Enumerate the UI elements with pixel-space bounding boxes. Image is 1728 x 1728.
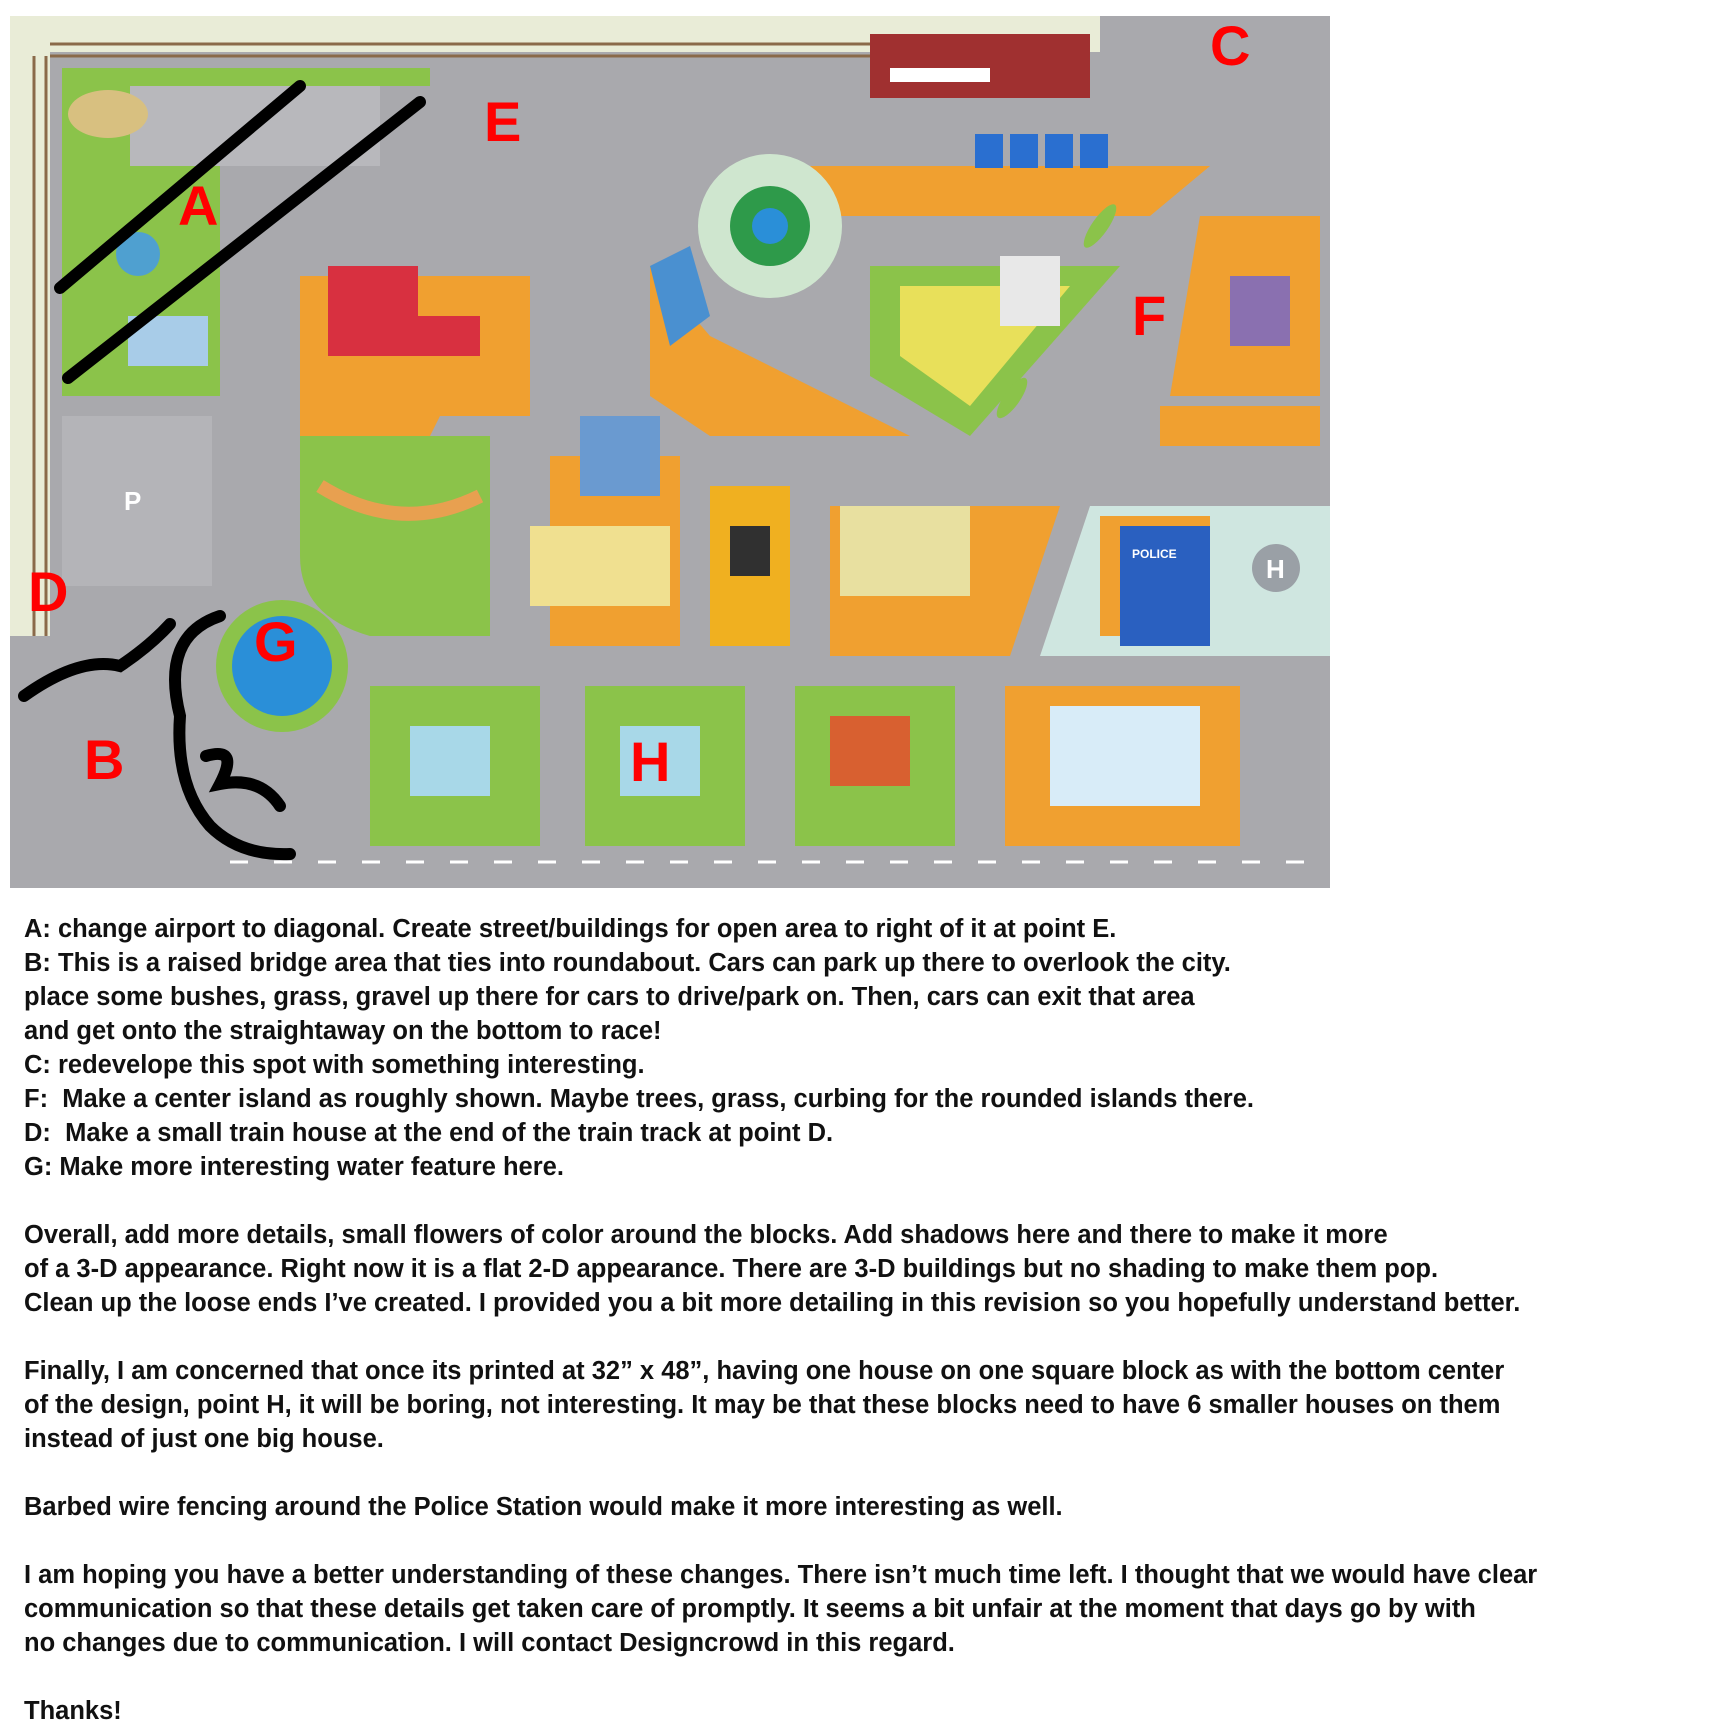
note-line: of a 3-D appearance. Right now it is a flat 2-D appearance. There are 3-D buildings but no shading to make them pop.	[24, 1255, 1439, 1283]
note-spacer	[24, 1320, 1714, 1354]
marker-a: A	[178, 174, 219, 237]
fire-station-annex	[410, 316, 480, 356]
parking-label-left: P	[124, 486, 142, 516]
office-building	[840, 506, 970, 596]
rail-strip-left	[10, 16, 50, 636]
note-spacer	[24, 1524, 1714, 1558]
central-park	[300, 436, 490, 636]
marker-b: B	[84, 728, 125, 791]
note-line: Clean up the loose ends I’ve created. I provided you a bit more detailing in this revision so you hopefully understand better.	[24, 1289, 1521, 1317]
note-line: Barbed wire fencing around the Police Station would make it more interesting as well.	[24, 1493, 1063, 1521]
note-line: F: Make a center island as roughly shown. Maybe trees, grass, curbing for the rounded islands there.	[24, 1085, 1254, 1113]
office-tower	[580, 416, 660, 496]
note-line: of the design, point H, it will be boring, not interesting. It may be that these blocks need to have 6 smaller houses on them	[24, 1391, 1501, 1419]
note-line: place some bushes, grass, gravel up there for cars to drive/park on. Then, cars can exit that area	[24, 983, 1195, 1011]
note-line: Overall, add more details, small flowers of color around the blocks. Add shadows here and there to make it more	[24, 1221, 1388, 1249]
marker-c: C	[1210, 14, 1251, 77]
fountain-water	[752, 208, 788, 244]
apartment-building	[530, 526, 670, 606]
top-parking-lot	[790, 166, 1210, 216]
note-line: no changes due to communication. I will contact Designcrowd in this regard.	[24, 1629, 955, 1657]
note-line: D: Make a small train house at the end of the train track at point D.	[24, 1119, 834, 1147]
city-map	[10, 16, 1330, 888]
residential-blocks	[370, 686, 1240, 846]
marker-h: H	[630, 730, 671, 793]
note-line: and get onto the straightaway on the bottom to race!	[24, 1017, 662, 1045]
note-line: Thanks!	[24, 1697, 122, 1725]
hangar	[68, 90, 148, 138]
note-spacer	[24, 1660, 1714, 1694]
station-sign	[890, 68, 990, 82]
note-spacer	[24, 1184, 1714, 1218]
note-line: communication so that these details get taken care of promptly. It seems a bit unfair at the moment that days go by with	[24, 1595, 1476, 1623]
note-line: G: Make more interesting water feature here.	[24, 1153, 564, 1181]
note-line: A: change airport to diagonal. Create street/buildings for open area to right of it at point E.	[24, 915, 1117, 943]
note-line: C: redevelope this spot with something interesting.	[24, 1051, 645, 1079]
cinema	[730, 526, 770, 576]
note-line: Finally, I am concerned that once its printed at 32” x 48”, having one house on one square block as with the bottom center	[24, 1357, 1505, 1385]
note-spacer	[24, 1456, 1714, 1490]
police-station	[1120, 526, 1210, 646]
gas-station	[1230, 276, 1290, 346]
marker-g: G	[254, 610, 298, 673]
note-line: I am hoping you have a better understanding of these changes. There isn’t much time left. I thought that we would have clear	[24, 1561, 1538, 1589]
fire-station	[328, 266, 418, 356]
marker-d: D	[28, 560, 69, 623]
police-label: POLICE	[1132, 547, 1177, 561]
marker-e: E	[484, 90, 522, 153]
note-line: instead of just one big house.	[24, 1425, 384, 1453]
kiosk	[1000, 256, 1060, 326]
train-station	[870, 34, 1090, 98]
revision-notes	[24, 912, 1714, 1728]
marker-f: F	[1132, 284, 1167, 347]
helipad-label: H	[1266, 554, 1285, 584]
note-line: B: This is a raised bridge area that ties into roundabout. Cars can park up there to overlook the city.	[24, 949, 1231, 977]
gas-station-lot	[1160, 406, 1320, 446]
